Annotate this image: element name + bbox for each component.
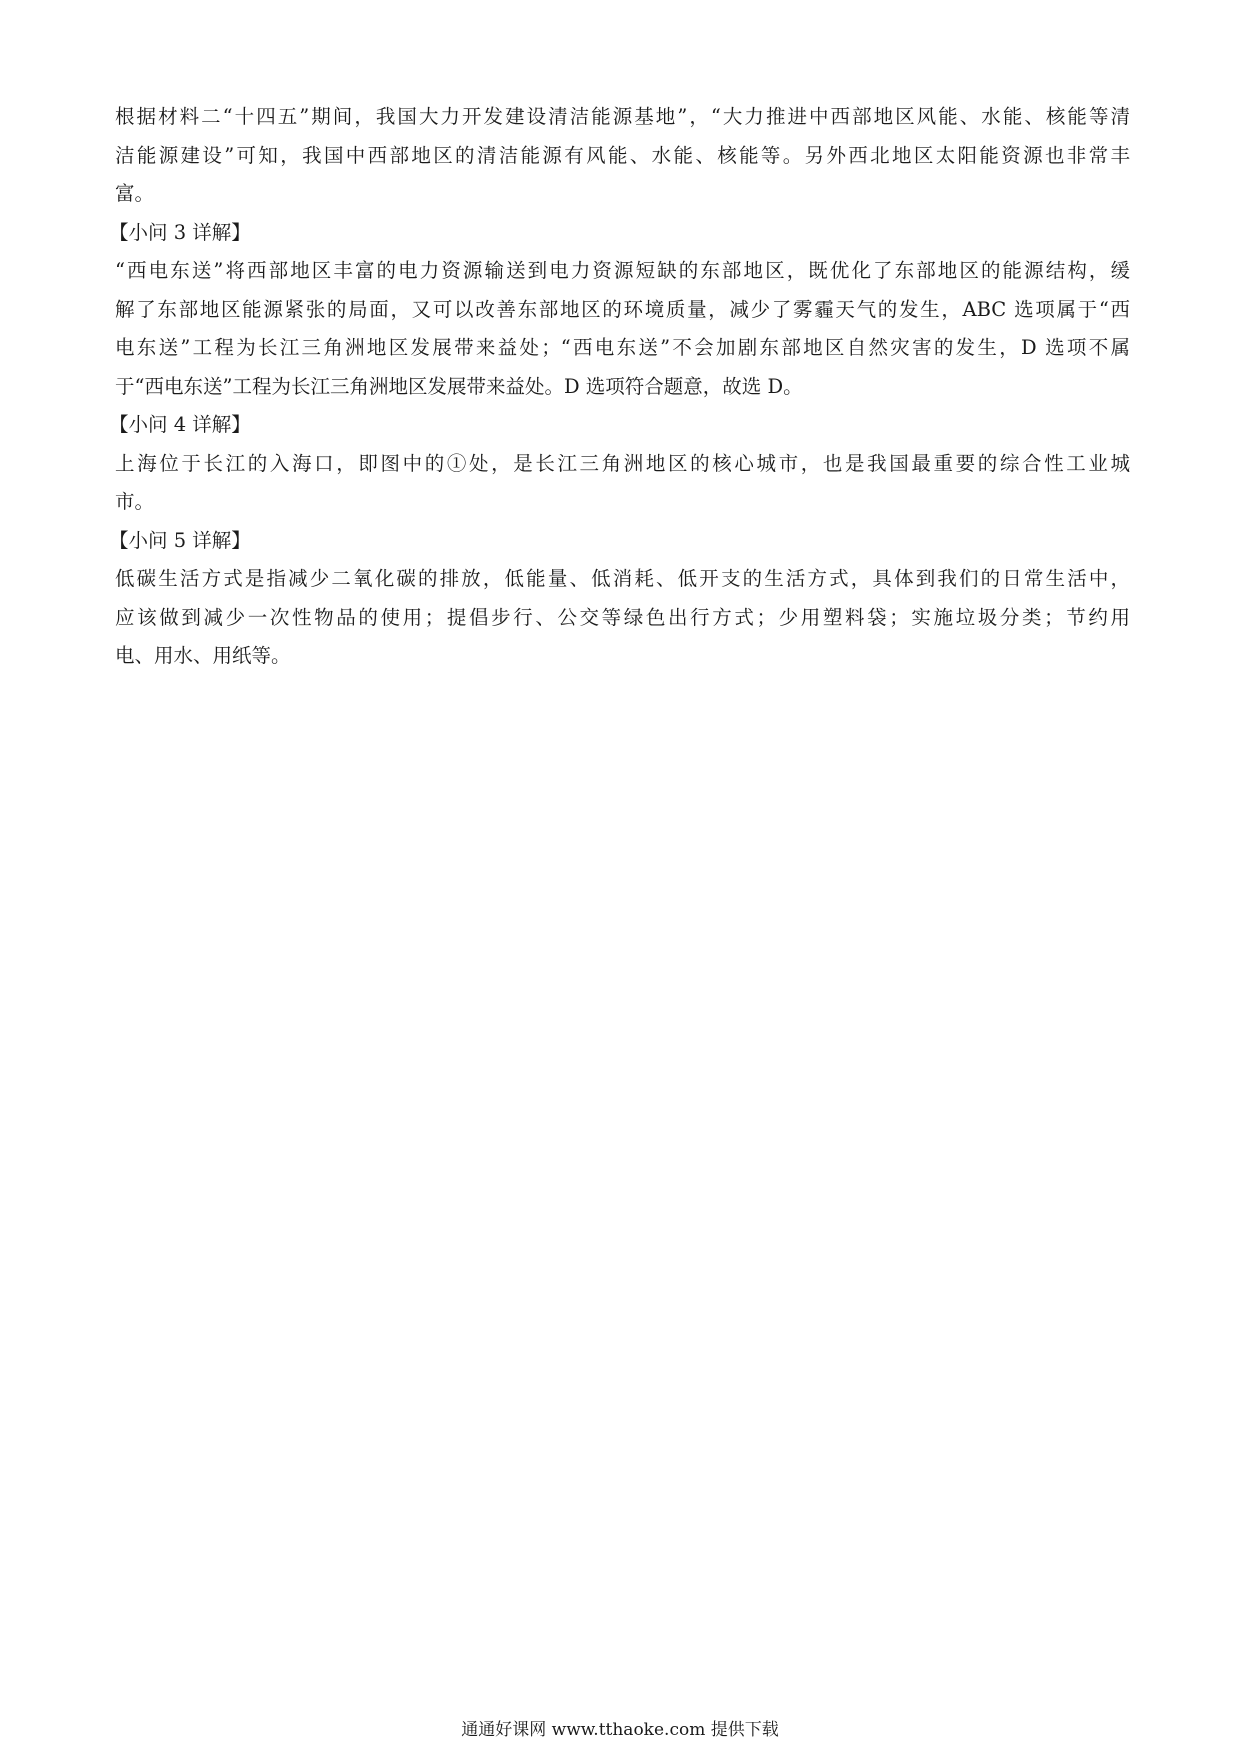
text-line: “西电东送”将西部地区丰富的电力资源输送到电力资源短缺的东部地区，既优化了东部地区的能源结构，缓 (115, 259, 1130, 282)
text-line: 电东送”工程为长江三角洲地区发展带来益处；“西电东送”不会加剧东部地区自然灾害的发生，D 选项不属 (115, 336, 1130, 359)
text-line: 应该做到减少一次性物品的使用；提倡步行、公交等绿色出行方式；少用塑料袋；实施垃圾分类；节约用 (115, 605, 1130, 629)
text-line: 市。 (115, 490, 155, 513)
section-heading: 【小问 4 详解】 (109, 413, 251, 436)
text-line: 低碳生活方式是指减少二氧化碳的排放，低能量、低消耗、低开支的生活方式，具体到我们的日常生活中， (115, 567, 1130, 590)
text-line: 于“西电东送”工程为长江三角洲地区发展带来益处。D 选项符合题意，故选 D。 (115, 374, 803, 398)
text-line: 根据材料二“十四五”期间，我国大力开发建设清洁能源基地”，“大力推进中西部地区风能、水能、核能等清 (115, 105, 1130, 128)
document-body (109, 98, 1130, 676)
text-line: 解了东部地区能源紧张的局面，又可以改善东部地区的环境质量，减少了雾霾天气的发生，ABC 选项属于“西 (115, 297, 1130, 321)
text-line: 电、用水、用纸等。 (115, 644, 291, 667)
section-heading: 【小问 5 详解】 (109, 528, 251, 552)
text-line: 洁能源建设”可知，我国中西部地区的清洁能源有风能、水能、核能等。另外西北地区太阳能资源也非常丰 (115, 143, 1130, 167)
page-footer: 通通好课网 www.tthaoke.com 提供下载 (461, 1720, 779, 1740)
section-question-3 (109, 214, 1130, 407)
section-question-5 (109, 522, 1130, 676)
answer-paragraph-2 (115, 98, 1130, 214)
text-line: 上海位于长江的入海口，即图中的①处，是长江三角洲地区的核心城市，也是我国最重要的综合性工业城 (115, 451, 1130, 475)
section-question-4 (109, 406, 1130, 522)
text-line: 富。 (115, 182, 155, 205)
section-heading: 【小问 3 详解】 (109, 220, 251, 244)
